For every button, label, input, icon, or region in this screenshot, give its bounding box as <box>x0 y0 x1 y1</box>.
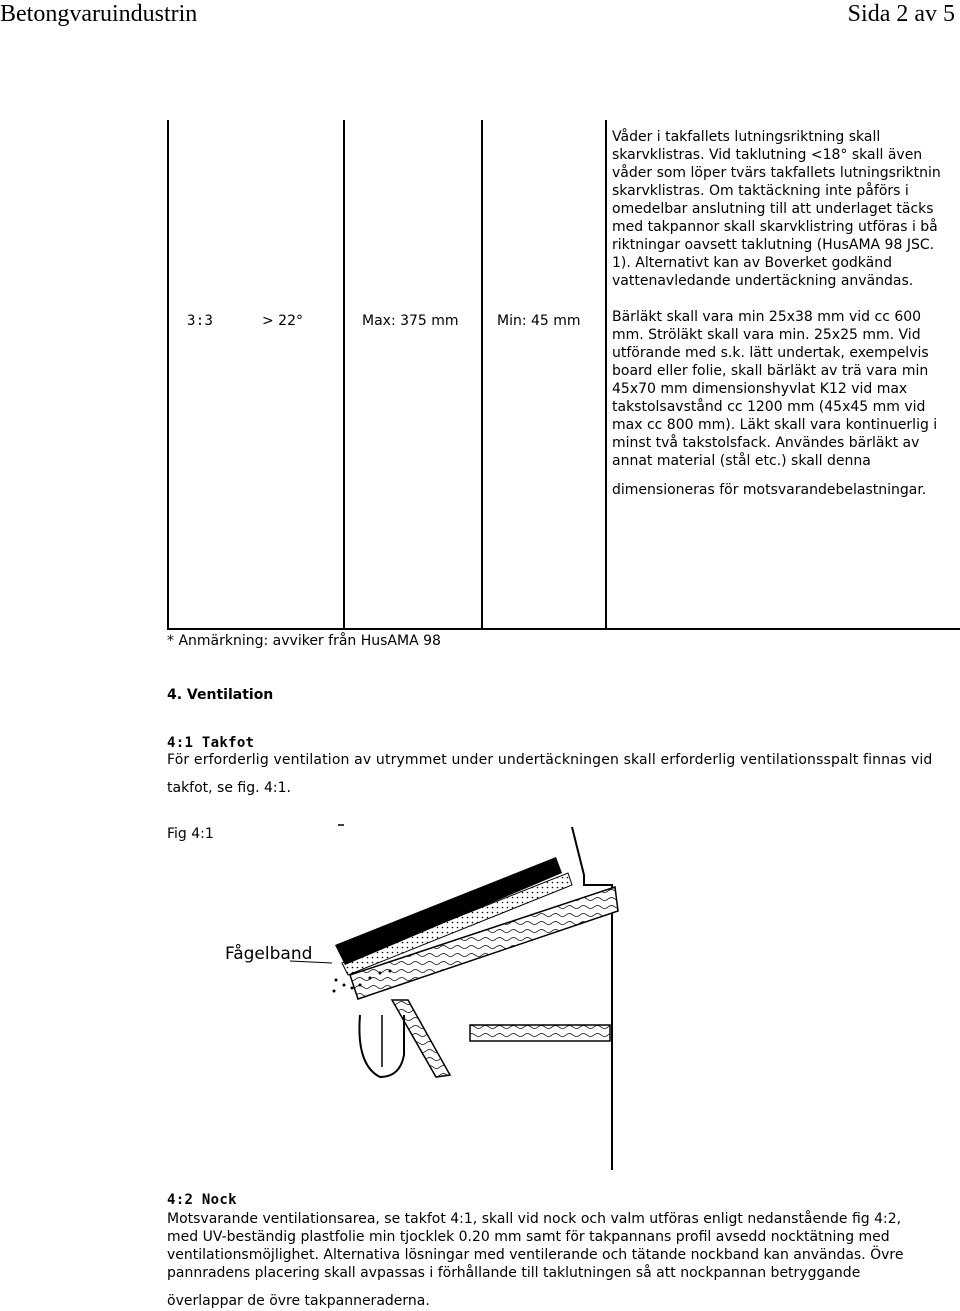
table-border-col4 <box>605 120 607 630</box>
row-text-line: Bärläkt skall vara min 25x38 mm vid cc 600 <box>612 309 922 325</box>
wall-line <box>572 827 612 1170</box>
nock-text-last-line: överlappar de övre takpanneraderna. <box>167 1293 430 1309</box>
ceiling-board <box>470 1025 610 1041</box>
page-number: Sida 2 av 5 <box>847 1 955 27</box>
row-text-line: board eller folie, skall bärläkt av trä vara min <box>612 363 929 379</box>
table-border-col2 <box>343 120 345 630</box>
row-angle: > 22° <box>262 313 303 329</box>
takfot-text-line: takfot, se fig. 4:1. <box>167 780 292 796</box>
figure-label-fagelband: Fågelband <box>225 944 313 964</box>
subsection-heading-nock: 4:2 Nock <box>167 1192 237 1208</box>
figure-caption: Fig 4:1 <box>167 826 214 842</box>
table-border-col3 <box>481 120 483 630</box>
upper-cell-line: med takpannor skall skarvklistring utföras i bå <box>612 219 938 235</box>
document-title: Betongvaruindustrin <box>0 1 198 27</box>
row-text-line: annat material (stål etc.) skall denna <box>612 453 871 469</box>
row-text-line: takstolsavstånd cc 1200 mm (45x45 mm vid <box>612 399 926 415</box>
upper-cell-line: Våder i takfallets lutningsriktning skall <box>612 129 881 145</box>
nock-text-line: Motsvarande ventilationsarea, se takfot 4:1, skall vid nock och valm utföras enligt nedanstående fig 4:2, <box>167 1211 902 1227</box>
row-text-line: max cc 800 mm). Läkt skall vara kontinuerlig i <box>612 417 938 433</box>
takfot-text-line: För erforderlig ventilation av utrymmet under undertäckningen skall erforderlig ventilationsspalt finnas vid <box>167 752 933 768</box>
row-min: Min: 45 mm <box>497 313 581 329</box>
table-border-left <box>167 120 169 630</box>
upper-cell-line: våder som löper tvärs takfallets lutningsriktnin <box>612 165 941 181</box>
row-id: 3:3 <box>187 313 214 329</box>
subsection-heading-takfot: 4:1 Takfot <box>167 735 255 751</box>
row-text-line: utförande med s.k. lätt undertak, exempelvis <box>612 345 929 361</box>
upper-cell-line: skarvklistras. Vid taklutning <18° skall även <box>612 147 923 163</box>
upper-cell-line: vattenavledande undertäckning användas. <box>612 273 914 289</box>
upper-cell-line: skarvklistras. Om taktäckning inte påförs i <box>612 183 909 199</box>
table-border-bottom <box>167 628 960 630</box>
upper-cell-line: 1). Alternativt kan av Boverket godkänd <box>612 255 893 271</box>
upper-cell-line: riktningar oavsett taklutning (HusAMA 98 JSC. <box>612 237 935 253</box>
upper-cell-line: omedelbar anslutning till att underlaget täcks <box>612 201 934 217</box>
row-text-line: minst två takstolsfack. Användes bärläkt av <box>612 435 920 451</box>
row-text-line: 45x70 mm dimensionshyvlat K12 vid max <box>612 381 908 397</box>
nock-text-line: pannradens placering skall avpassas i förhållande till taklutningen så att nockpannan betryggande <box>167 1265 861 1281</box>
section-heading-ventilation: 4. Ventilation <box>167 687 274 703</box>
eave-ventilation-figure <box>160 815 620 1175</box>
nock-text-line: ventilationsmöjlighet. Alternativa lösningar med ventilerande och tätande nockband kan användas. Övre <box>167 1247 904 1263</box>
row-text-last-line: dimensioneras för motsvarandebelastningar. <box>612 482 927 498</box>
nock-text-line: med UV-beständig plastfolie min tjocklek 0.20 mm samt för takpannans profil avsedd nocktätning med <box>167 1229 890 1245</box>
row-text-line: mm. Ströläkt skall vara min. 25x25 mm. Vid <box>612 327 921 343</box>
row-max: Max: 375 mm <box>362 313 459 329</box>
table-note: * Anmärkning: avviker från HusAMA 98 <box>167 633 441 649</box>
